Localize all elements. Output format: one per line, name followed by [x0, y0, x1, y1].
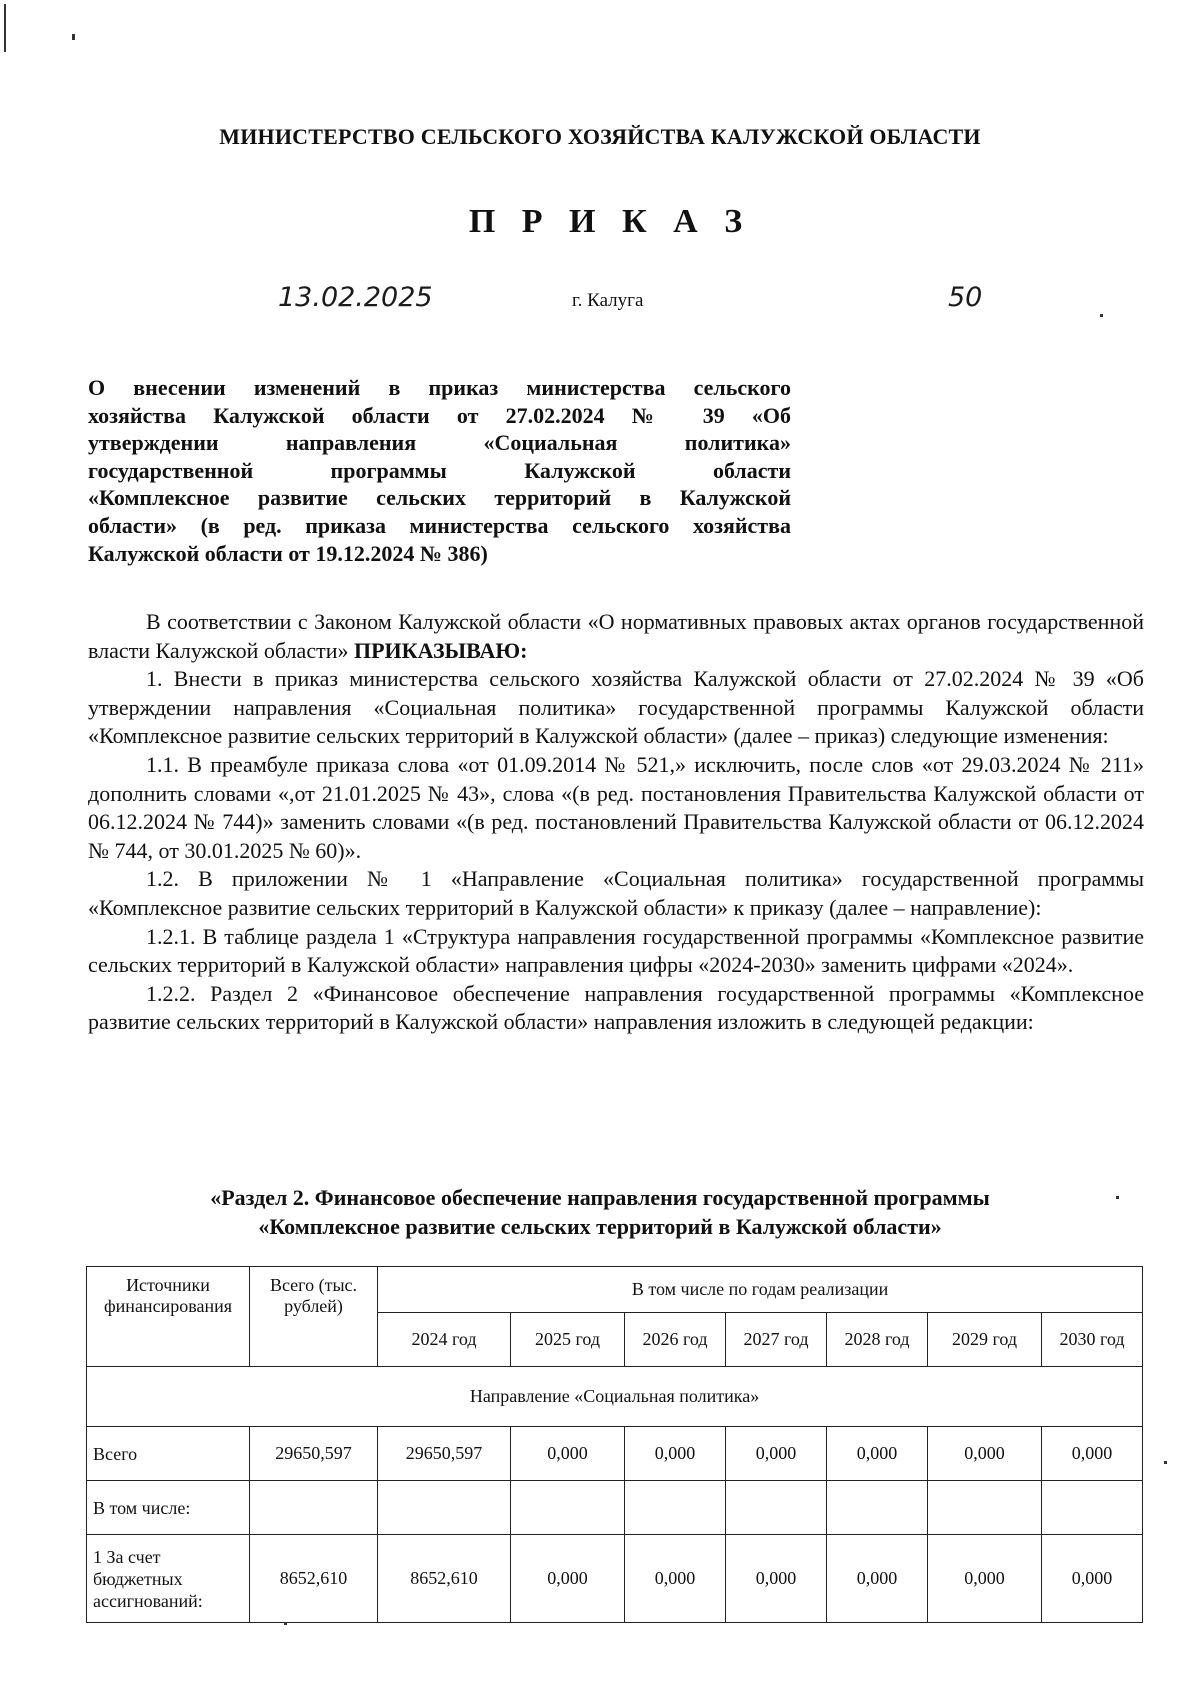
order-date: 13.02.2025	[278, 282, 433, 313]
subject-line: О внесении изменений в приказ министерства сельского	[88, 375, 791, 400]
row-value	[827, 1481, 928, 1535]
section-heading	[0, 1183, 1200, 1241]
clause-1: 1. Внести в приказ министерства сельского хозяйства Калужской области от 27.02.2024 № 39 «Об утверждении направления «Социальная политика» государственной программы Калужской области «Комплексное развитие сельских территорий в Калужской области» (далее – приказ) следующие изменения:	[88, 666, 1144, 749]
row-value: 0,000	[625, 1535, 726, 1623]
header-year: 2028 год	[827, 1313, 928, 1367]
table-header-row	[87, 1267, 1143, 1313]
row-value: 0,000	[827, 1427, 928, 1481]
row-value: 0,000	[928, 1427, 1042, 1481]
scan-artifact	[1164, 1461, 1167, 1464]
subject-line: хозяйства Калужской области от 27.02.2024 № 39 «Об	[88, 402, 791, 428]
row-value: 0,000	[511, 1535, 625, 1623]
section-heading-line: «Раздел 2. Финансовое обеспечение направления государственной программы	[210, 1185, 990, 1210]
clause-1-2-2: 1.2.2. Раздел 2 «Финансовое обеспечение направления государственной программы «Комплексное развитие сельских территорий в Калужской области» направления изложить в следующей редакции:	[88, 980, 1144, 1035]
clause-1-2-1: 1.2.1. В таблице раздела 1 «Структура направления государственной программы «Комплексное развитие сельских территорий в Калужской области» направления цифры «2024-2030» заменить цифрами «2024».	[88, 923, 1144, 978]
header-year: 2026 год	[625, 1313, 726, 1367]
row-value: 0,000	[1042, 1535, 1143, 1623]
row-label: В том числе:	[87, 1481, 250, 1535]
row-value	[378, 1481, 511, 1535]
row-value	[928, 1481, 1042, 1535]
row-value: 0,000	[726, 1427, 827, 1481]
row-total: 8652,610	[250, 1535, 378, 1623]
direction-name: Направление «Социальная политика»	[87, 1367, 1143, 1427]
row-label: 1 За счет бюджетных ассигнований:	[87, 1535, 250, 1623]
scan-artifact	[72, 34, 75, 40]
scan-artifact	[4, 4, 6, 52]
document-type: П Р И К А З	[468, 203, 752, 240]
scan-artifact	[1116, 1196, 1119, 1199]
header-total: Всего (тыс. рублей)	[250, 1267, 378, 1367]
header-sources: Источники финансирования	[87, 1267, 250, 1367]
subject-line: утверждении направления «Социальная политика»	[88, 430, 791, 456]
scan-artifact	[284, 1622, 287, 1625]
row-value	[726, 1481, 827, 1535]
row-total	[250, 1481, 378, 1535]
row-value: 8652,610	[378, 1535, 511, 1623]
row-value: 0,000	[511, 1427, 625, 1481]
row-value: 0,000	[928, 1535, 1042, 1623]
header-year: 2024 год	[378, 1313, 511, 1367]
header-year: 2030 год	[1042, 1313, 1143, 1367]
row-value: 0,000	[1042, 1427, 1143, 1481]
row-value: 29650,597	[378, 1427, 511, 1481]
scan-artifact	[1100, 314, 1103, 317]
subject-line: государственной программы Калужской области	[88, 457, 791, 483]
row-value: 0,000	[827, 1535, 928, 1623]
directive-word: ПРИКАЗЫВАЮ:	[353, 637, 528, 663]
order-number: 50	[948, 282, 983, 313]
header-year: 2029 год	[928, 1313, 1042, 1367]
subject-line: Калужской области от 19.12.2024 № 386)	[88, 540, 488, 566]
row-value	[625, 1481, 726, 1535]
clause-1-1: 1.1. В преамбуле приказа слова «от 01.09.2014 № 521,» исключить, после слов «от 29.03.2024 № 211» дополнить словами «,от 21.01.2025 № 43», слова «(в ред. постановления Правительства Калужской области от 06.12.2024 № 744)» заменить словами «(в ред. постановлений Правительства Калужской области от 06.12.2024 № 744, от 30.01.2025 № 60)».	[88, 751, 1144, 863]
section-heading-line: «Комплексное развитие сельских территорий в Калужской области»	[258, 1214, 942, 1239]
subject-line: области» (в ред. приказа министерства сельского хозяйства	[88, 512, 791, 538]
header-year: 2025 год	[511, 1313, 625, 1367]
preamble-text: В соответствии с Законом Калужской области «О нормативных правовых актах органов государственной власти Калужской области»	[88, 609, 1144, 663]
ministry-name: МИНИСТЕРСТВО СЕЛЬСКОГО ХОЗЯЙСТВА КАЛУЖСКОЙ ОБЛАСТИ	[219, 124, 981, 149]
order-body	[88, 608, 1144, 1037]
row-label: Всего	[87, 1427, 250, 1481]
row-total: 29650,597	[250, 1427, 378, 1481]
table-row	[87, 1481, 1143, 1535]
financing-table	[86, 1266, 1143, 1623]
row-value	[511, 1481, 625, 1535]
row-value: 0,000	[625, 1427, 726, 1481]
table-direction-row	[87, 1367, 1143, 1427]
row-value	[1042, 1481, 1143, 1535]
clause-1-2: 1.2. В приложении № 1 «Направление «Социальная политика» государственной программы «Комплексное развитие сельских территорий в Калужской области» к приказу (далее – направление):	[88, 866, 1144, 920]
table-row	[87, 1427, 1143, 1481]
preamble-paragraph	[88, 608, 1144, 665]
subject-line: «Комплексное развитие сельских территорий в Калужской	[88, 485, 791, 511]
table-row	[87, 1535, 1143, 1623]
order-subject	[88, 374, 791, 567]
header-year: 2027 год	[726, 1313, 827, 1367]
header-years-group: В том числе по годам реализации	[378, 1267, 1143, 1313]
order-city: г. Калуга	[572, 290, 644, 311]
row-value: 0,000	[726, 1535, 827, 1623]
